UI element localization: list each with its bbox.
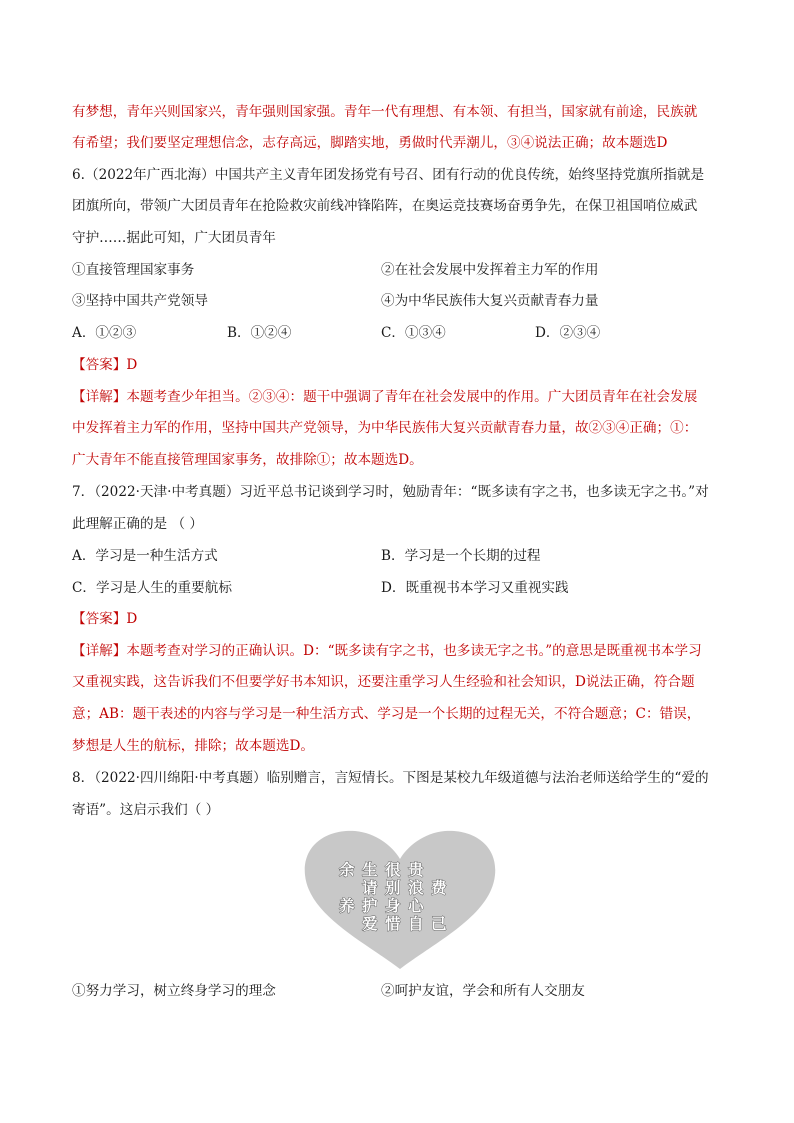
option-b: B．学习是一个长期的过程 bbox=[381, 548, 541, 564]
heart-char: 护 bbox=[362, 896, 378, 915]
heart-char: 心 bbox=[408, 896, 424, 915]
option-a: A．学习是一种生活方式 bbox=[72, 548, 218, 564]
heart-char: 费 bbox=[431, 878, 447, 897]
answer-line bbox=[72, 355, 137, 375]
answer-line bbox=[72, 609, 137, 629]
detail-line-1 bbox=[72, 641, 702, 661]
continuation-line-1: 有梦想，青年兴则国家兴，青年强则国家强。青年一代有理想、有本领、有担当，国家就有前途，民族就 bbox=[72, 104, 698, 120]
option-c: C．学习是人生的重要航标 bbox=[72, 580, 232, 596]
statement-3: ③坚持中国共产党领导 bbox=[72, 293, 208, 309]
detail-tag: 【详解】 bbox=[72, 389, 127, 405]
question-6-stem-2: 团旗所向，带领广大团员青年在抢险救灾前线冲锋陷阵，在奥运竞技赛场奋勇争先，在保卫祖国哨位威武 bbox=[72, 198, 698, 214]
detail-tag: 【详解】 bbox=[72, 643, 127, 659]
answer-tag: 【答案】 bbox=[72, 357, 127, 373]
detail-line-3: 广大青年不能直接管理国家事务，故排除①；故本题选D。 bbox=[72, 452, 423, 468]
answer-value: D bbox=[126, 611, 138, 627]
heart-char: 浪 bbox=[408, 878, 424, 897]
heart-char: 己 bbox=[431, 914, 447, 933]
detail-text: 本题考查对学习的正确认识。D：“既多读有字之书，也多读无字之书。”的意思是既重视书本学习 bbox=[126, 643, 702, 659]
heart-char: 生 bbox=[362, 860, 378, 879]
heart-char: 别 bbox=[385, 878, 401, 897]
detail-line-4: 梦想是人生的航标，排除；故本题选D。 bbox=[72, 738, 314, 754]
detail-line-1 bbox=[72, 387, 697, 407]
heart-figure bbox=[303, 829, 497, 969]
heart-char: 爱 bbox=[362, 914, 378, 933]
answer-value: D bbox=[126, 357, 138, 373]
heart-char: 养 bbox=[339, 896, 355, 915]
option-d: D．②③④ bbox=[535, 325, 601, 341]
heart-char: 自 bbox=[408, 914, 424, 933]
option-a: A．①②③ bbox=[72, 325, 137, 341]
statement-1: ①努力学习，树立终身学习的理念 bbox=[72, 983, 276, 999]
answer-tag: 【答案】 bbox=[72, 611, 127, 627]
detail-line-3: 意；AB：题干表述的内容与学习是一种生活方式、学习是一个长期的过程无关，不符合题意；C：错误， bbox=[72, 706, 701, 722]
option-d: D．既重视书本学习又重视实践 bbox=[381, 580, 569, 596]
question-7-stem-1: 7．（2022·天津·中考真题）习近平总书记谈到学习时，勉励青年：“既多读有字之书，也多读无字之书。”对 bbox=[72, 484, 709, 500]
question-6-stem-3: 守护……据此可知，广大团员青年 bbox=[72, 230, 276, 246]
question-8-stem-2: 寄语”。这启示我们（ ） bbox=[72, 802, 220, 818]
statement-2: ②呵护友谊，学会和所有人交朋友 bbox=[381, 983, 585, 999]
heart-char: 余 bbox=[339, 860, 355, 879]
detail-line-2: 又重视实践，这告诉我们不但要学好书本知识，还要注重学习人生经验和社会知识，D说法正确，符合题 bbox=[72, 674, 695, 690]
heart-char: 惜 bbox=[385, 914, 401, 933]
heart-char: 身 bbox=[385, 896, 401, 915]
detail-line-2: 中发挥着主力军的作用，坚持中国共产党领导，为中华民族伟大复兴贡献青春力量，故②③④正确；①： bbox=[72, 420, 698, 436]
question-7-stem-2: 此理解正确的是 （ ） bbox=[72, 516, 203, 532]
question-6-stem-1: 6.（2022年广西北海）中国共产主义青年团发扬党有号召、团有行动的优良传统，始终坚持党旗所指就是 bbox=[72, 167, 705, 183]
question-8-stem-1: 8．（2022·四川绵阳·中考真题）临别赠言，言短情长。下图是某校九年级道德与法治老师送给学生的“爱的 bbox=[72, 770, 709, 786]
statement-1: ①直接管理国家事务 bbox=[72, 262, 195, 278]
heart-char: 请 bbox=[362, 878, 378, 897]
statement-2: ②在社会发展中发挥着主力军的作用 bbox=[381, 262, 599, 278]
statement-4: ④为中华民族伟大复兴贡献青春力量 bbox=[381, 293, 599, 309]
detail-text: 本题考查少年担当。②③④：题干中强调了青年在社会发展中的作用。广大团员青年在社会发展 bbox=[126, 389, 698, 405]
heart-char: 贵 bbox=[408, 860, 424, 879]
continuation-line-2: 有希望；我们要坚定理想信念，志存高远，脚踏实地，勇做时代弄潮儿，③④说法正确；故本题选D bbox=[72, 135, 668, 151]
heart-char: 很 bbox=[385, 860, 401, 879]
option-c: C．①③④ bbox=[381, 325, 446, 341]
option-b: B．①②④ bbox=[227, 325, 292, 341]
